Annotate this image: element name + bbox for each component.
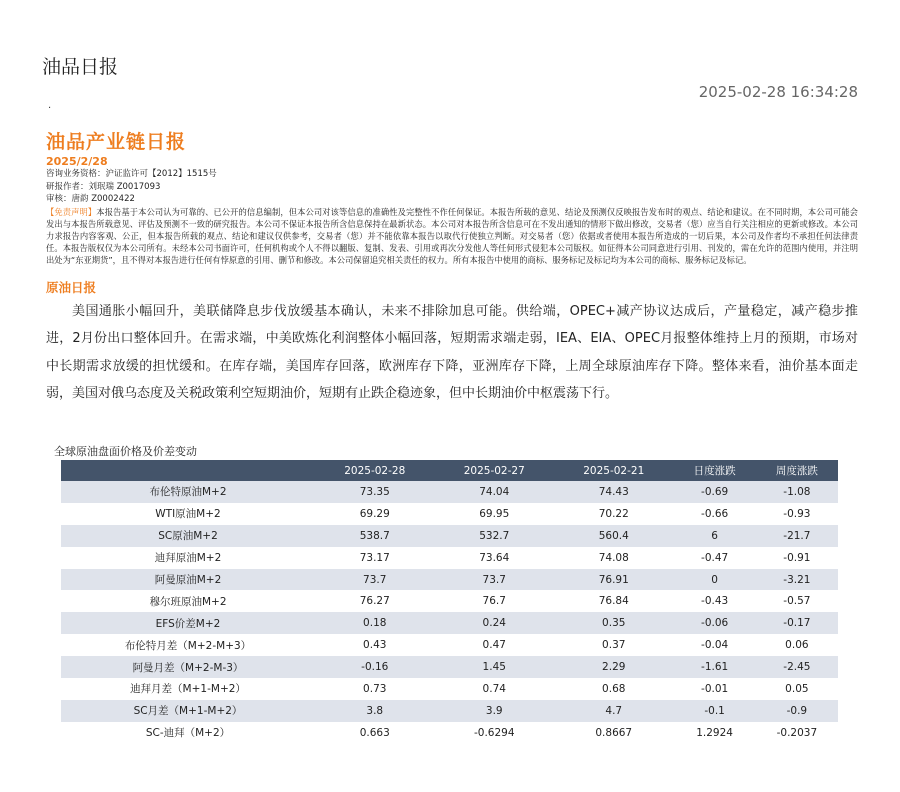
table-row xyxy=(61,547,838,569)
value-cell: 73.7 xyxy=(315,569,435,591)
timestamp: 2025-02-28 16:34:28 xyxy=(698,83,858,101)
value-cell: -0.16 xyxy=(315,656,435,678)
table-row xyxy=(61,503,838,525)
value-cell: 74.04 xyxy=(435,481,555,503)
value-cell: 73.7 xyxy=(435,569,555,591)
value-cell: 74.43 xyxy=(554,481,674,503)
table-row xyxy=(61,569,838,591)
value-cell: -21.7 xyxy=(756,525,838,547)
value-cell: 532.7 xyxy=(435,525,555,547)
value-cell: 0.8667 xyxy=(554,722,674,744)
value-cell: -0.04 xyxy=(674,634,756,656)
value-cell: -0.93 xyxy=(756,503,838,525)
value-cell: -0.43 xyxy=(674,590,756,612)
row-label-cell: 阿曼原油M+2 xyxy=(61,569,315,591)
value-cell: -0.47 xyxy=(674,547,756,569)
section-title: 原油日报 xyxy=(46,279,97,295)
value-cell: 0.663 xyxy=(315,722,435,744)
row-label-cell: 布伦特原油M+2 xyxy=(61,481,315,503)
value-cell: 3.9 xyxy=(435,700,555,722)
value-cell: -3.21 xyxy=(756,569,838,591)
value-cell: 0 xyxy=(674,569,756,591)
table-row xyxy=(61,612,838,634)
row-label-cell: SC-迪拜（M+2） xyxy=(61,722,315,744)
table-row xyxy=(61,722,838,744)
report-body xyxy=(46,127,858,408)
value-cell: 0.73 xyxy=(315,678,435,700)
value-cell: 76.27 xyxy=(315,590,435,612)
row-label-cell: EFS价差M+2 xyxy=(61,612,315,634)
value-cell: -2.45 xyxy=(756,656,838,678)
value-cell: 3.8 xyxy=(315,700,435,722)
value-cell: -0.57 xyxy=(756,590,838,612)
value-cell: 76.91 xyxy=(554,569,674,591)
row-label-cell: 迪拜月差（M+1-M+2） xyxy=(61,678,315,700)
dot-marker: . xyxy=(48,100,52,111)
value-cell: 6 xyxy=(674,525,756,547)
value-cell: -0.91 xyxy=(756,547,838,569)
disclaimer-tag: 【免责声明】 xyxy=(46,206,97,217)
header-cell: 2025-02-21 xyxy=(554,460,674,481)
disclaimer-text: 本报告基于本公司认为可靠的、已公开的信息编制，但本公司对该等信息的准确性及完整性不作任何保证。本报告所载的意见、结论及预测仅反映报告发布时的观点、结论和建议。在不同时期，本公司可能会发出与本报告所载意见、评估及预测不一致的研究报告。本公司不保证本报告所含信息保持在最新状态。本公司对本报告所含信息可在不发出通知的情形下做出修改，交易者（您）应当自行关注相应的更新或修改。本公司力求报告内容客观、公正，但本报告所载的观点、结论和建议仅供参考，交易者（您）并不能依靠本报告以取代行使独立判断。对交易者（您）依据或者使用本报告所造成的一切后果，本公司及作者均不承担任何法律责任。本报告版权仅为本公司所有。未经本公司书面许可，任何机构或个人不得以翻版、复制、发表、引用或再次分发他人等任何形式侵犯本公司版权。如征得本公司同意进行引用、刊发的，需在允许的范围内使用，并注明出处为“东亚期货”，且不得对本报告进行任何有悖原意的引用、删节和修改。本公司保留追究相关责任的权力。所有本报告中使用的商标、服务标记及标记均为本公司的商标、服务标记及标记。 xyxy=(46,206,858,266)
table-row xyxy=(61,634,838,656)
value-cell: 0.06 xyxy=(756,634,838,656)
commentary-paragraph: 美国通胀小幅回升，美联储降息步伐放缓基本确认，未来不排除加息可能。供给端，OPEC+减产协议达成后，产量稳定，减产稳步推进，2月份出口整体回升。在需求端，中美欧炼化利润整体小幅回落，短期需求端走弱，IEA、EIA、OPEC月报整体维持上月的预期，市场对中长期需求放缓的担忧缓和。在库存端，美国库存回落，欧洲库存下降，亚洲库存下降，上周全球原油库存下降。整体来看，油价基本面走弱，美国对俄乌态度及关税政策利空短期油价，短期有止跌企稳迹象，但中长期油价中枢震荡下行。 xyxy=(46,303,858,402)
value-cell: -0.6294 xyxy=(435,722,555,744)
report-title: 油品产业链日报 xyxy=(46,131,187,153)
value-cell: 0.68 xyxy=(554,678,674,700)
value-cell: 73.17 xyxy=(315,547,435,569)
table-row xyxy=(61,656,838,678)
value-cell: 0.37 xyxy=(554,634,674,656)
value-cell: 0.05 xyxy=(756,678,838,700)
value-cell: 4.7 xyxy=(554,700,674,722)
value-cell: 0.18 xyxy=(315,612,435,634)
table-body xyxy=(61,481,838,744)
row-label-cell: 阿曼月差（M+2-M-3） xyxy=(61,656,315,678)
row-label-cell: SC月差（M+1-M+2） xyxy=(61,700,315,722)
value-cell: 1.45 xyxy=(435,656,555,678)
value-cell: 0.24 xyxy=(435,612,555,634)
row-label-cell: 布伦特月差（M+2-M+3） xyxy=(61,634,315,656)
value-cell: -0.66 xyxy=(674,503,756,525)
value-cell: -0.01 xyxy=(674,678,756,700)
value-cell: 69.95 xyxy=(435,503,555,525)
author-line: 研报作者：刘珉瑞 Z0017093 xyxy=(46,181,161,192)
table-row xyxy=(61,590,838,612)
value-cell: -0.69 xyxy=(674,481,756,503)
value-cell: 76.84 xyxy=(554,590,674,612)
table-row xyxy=(61,525,838,547)
header-cell xyxy=(61,460,315,481)
header-cell: 周度涨跌 xyxy=(756,460,838,481)
value-cell: 538.7 xyxy=(315,525,435,547)
value-cell: -1.08 xyxy=(756,481,838,503)
price-table xyxy=(61,460,838,744)
value-cell: 76.7 xyxy=(435,590,555,612)
reviewer-line: 审核：唐韵 Z0002422 xyxy=(46,194,135,204)
table-row xyxy=(61,700,838,722)
value-cell: -1.61 xyxy=(674,656,756,678)
disclaimer xyxy=(46,206,858,267)
row-label-cell: 穆尔班原油M+2 xyxy=(61,590,315,612)
value-cell: -0.2037 xyxy=(756,722,838,744)
table-header-row xyxy=(61,460,838,481)
value-cell: 0.47 xyxy=(435,634,555,656)
page-title: 油品日报 xyxy=(42,56,119,78)
license-line: 咨询业务资格：沪证监许可【2012】1515号 xyxy=(46,169,217,179)
value-cell: 70.22 xyxy=(554,503,674,525)
value-cell: 2.29 xyxy=(554,656,674,678)
value-cell: 69.29 xyxy=(315,503,435,525)
value-cell: -0.06 xyxy=(674,612,756,634)
table-row xyxy=(61,678,838,700)
row-label-cell: WTI原油M+2 xyxy=(61,503,315,525)
header-cell: 日度涨跌 xyxy=(674,460,756,481)
value-cell: -0.9 xyxy=(756,700,838,722)
row-label-cell: 迪拜原油M+2 xyxy=(61,547,315,569)
header-cell: 2025-02-28 xyxy=(315,460,435,481)
row-label-cell: SC原油M+2 xyxy=(61,525,315,547)
value-cell: -0.1 xyxy=(674,700,756,722)
value-cell: 0.35 xyxy=(554,612,674,634)
value-cell: 560.4 xyxy=(554,525,674,547)
value-cell: 73.35 xyxy=(315,481,435,503)
value-cell: 1.2924 xyxy=(674,722,756,744)
table-row xyxy=(61,481,838,503)
value-cell: 0.43 xyxy=(315,634,435,656)
table-caption: 全球原油盘面价格及价差变动 xyxy=(54,445,197,458)
header-cell: 2025-02-27 xyxy=(435,460,555,481)
value-cell: 0.74 xyxy=(435,678,555,700)
value-cell: 73.64 xyxy=(435,547,555,569)
report-date: 2025/2/28 xyxy=(46,155,108,168)
value-cell: -0.17 xyxy=(756,612,838,634)
value-cell: 74.08 xyxy=(554,547,674,569)
